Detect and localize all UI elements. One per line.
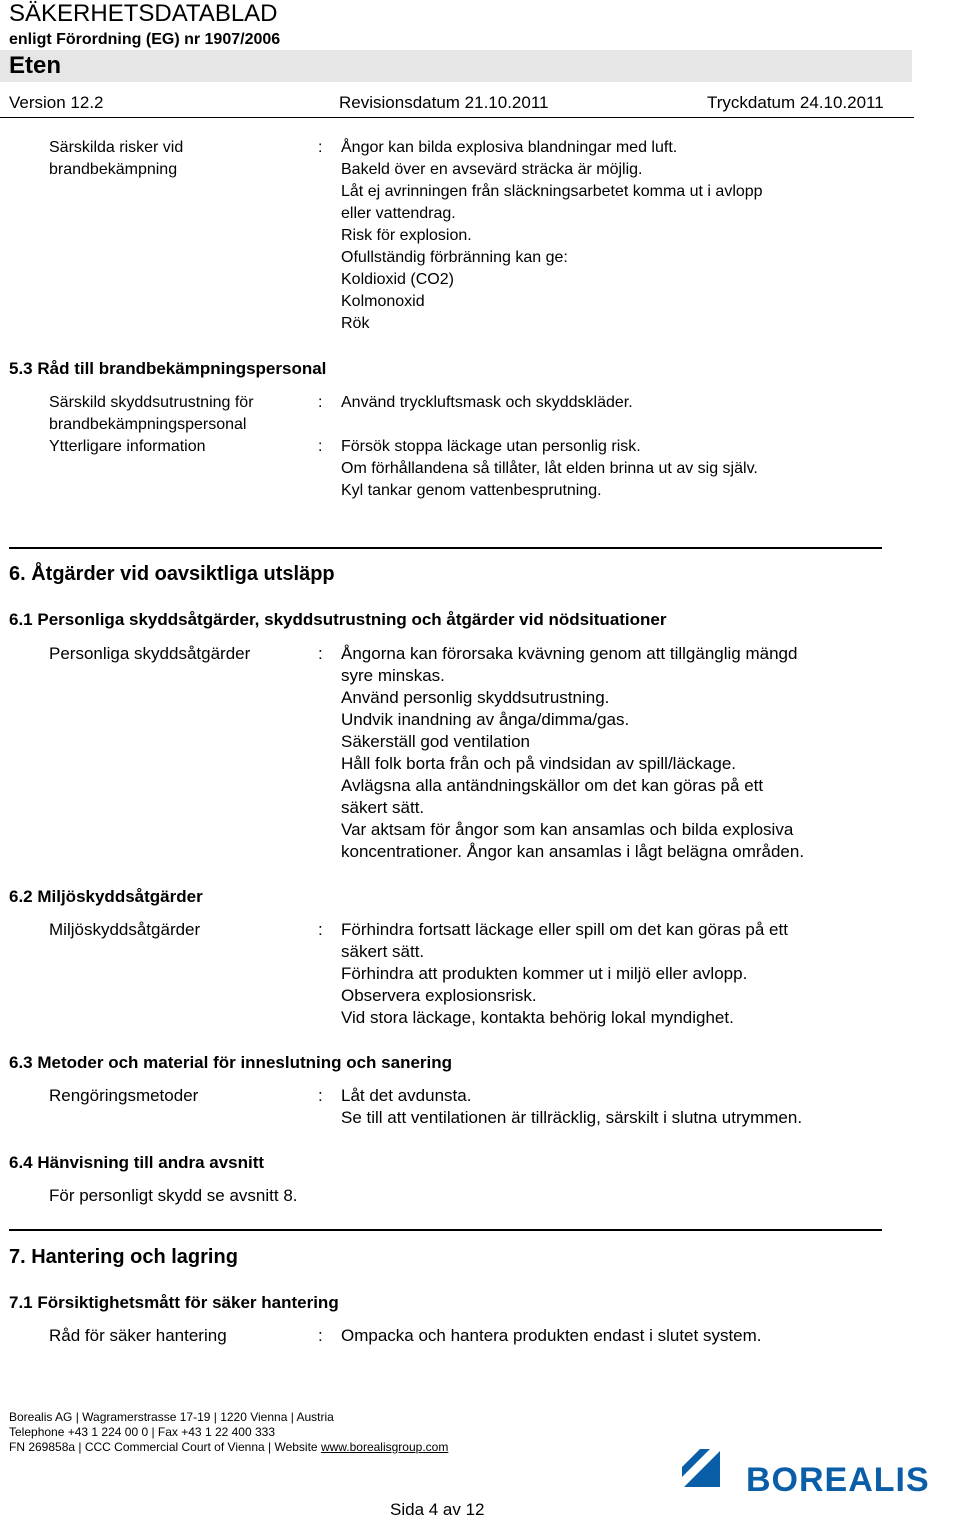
risks-label-line2: brandbekämpning <box>49 161 178 178</box>
borealis-logo-mark <box>680 1447 724 1491</box>
s62-label: Miljöskyddsåtgärder <box>49 920 201 939</box>
footer-address: Borealis AG | Wagramerstrasse 17-19 | 1220 Vienna | Austria <box>9 1410 334 1424</box>
risks-label-line1: Särskilda risker vid <box>49 139 184 156</box>
product-band <box>0 50 912 82</box>
risks-value-line: Risk för explosion. <box>341 227 472 244</box>
risks-colon: : <box>318 139 323 156</box>
section-6-heading: 6. Åtgärder vid oavsiktliga utsläpp <box>9 563 335 585</box>
risks-value-line: Ofullständig förbränning kan ge: <box>341 249 568 266</box>
regulation-subtitle: enligt Förordning (EG) nr 1907/2006 <box>9 31 281 48</box>
section-6-3-heading: 6.3 Metoder och material för inneslutning och sanering <box>9 1053 453 1072</box>
section-6-2-heading: 6.2 Miljöskyddsåtgärder <box>9 887 203 906</box>
info-value-line: Om förhållandena så tillåter, låt elden brinna ut av sig själv. <box>341 460 758 477</box>
info-value-line: Kyl tankar genom vattenbesprutning. <box>341 482 602 499</box>
risks-value-line: eller vattendrag. <box>341 205 456 222</box>
print-date: Tryckdatum 24.10.2011 <box>707 93 884 112</box>
document-title: SÄKERHETSDATABLAD <box>9 0 278 27</box>
s71-value: Ompacka och hantera produkten endast i slutet system. <box>341 1326 762 1345</box>
footer-phone: Telephone +43 1 224 00 0 | Fax +43 1 22 400 333 <box>9 1425 276 1439</box>
s62-value-line: Förhindra att produkten kommer ut i miljö eller avlopp. <box>341 964 748 983</box>
risks-value-line: Kolmonoxid <box>341 293 425 310</box>
s61-value-line: Var aktsam för ångor som kan ansamlas och bilda explosiva <box>341 820 794 839</box>
product-name: Eten <box>9 52 62 79</box>
s61-value-line: Håll folk borta från och på vindsidan av spill/läckage. <box>341 754 736 773</box>
section-6-rule <box>9 547 882 549</box>
info-colon: : <box>318 438 323 455</box>
risks-value-line: Ångor kan bilda explosiva blandningar med luft. <box>341 139 678 156</box>
s61-value-line: Undvik inandning av ånga/dimma/gas. <box>341 710 630 729</box>
s63-colon: : <box>318 1086 323 1105</box>
logo-shape-icon <box>680 1447 724 1491</box>
revision-date: Revisionsdatum 21.10.2011 <box>339 93 549 112</box>
s61-value-line: syre minskas. <box>341 666 445 685</box>
equip-value: Använd tryckluftsmask och skyddskläder. <box>341 394 633 411</box>
s61-label: Personliga skyddsåtgärder <box>49 644 251 663</box>
risks-value-line: Koldioxid (CO2) <box>341 271 454 288</box>
borealis-logo-text: BOREALIS <box>746 1461 930 1499</box>
section-7-heading: 7. Hantering och lagring <box>9 1246 238 1268</box>
info-value-line: Försök stoppa läckage utan personlig risk. <box>341 438 641 455</box>
section-6-1-heading: 6.1 Personliga skyddsåtgärder, skyddsutrustning och åtgärder vid nödsituationer <box>9 610 667 629</box>
s62-value-line: Vid stora läckage, kontakta behörig lokal myndighet. <box>341 1008 734 1027</box>
s62-value-line: Förhindra fortsatt läckage eller spill om det kan göras på ett <box>341 920 788 939</box>
section-7-1-heading: 7.1 Försiktighetsmått för säker hantering <box>9 1293 339 1312</box>
risks-value-line: Bakeld över en avsevärd sträcka är möjlig. <box>341 161 643 178</box>
s61-value-line: säkert sätt. <box>341 798 425 817</box>
s61-value-line: koncentrationer. Ångor kan ansamlas i lågt belägna områden. <box>341 842 805 861</box>
equip-colon: : <box>318 394 323 411</box>
footer-registration <box>9 1440 448 1455</box>
equip-label-line2: brandbekämpningspersonal <box>49 416 247 433</box>
footer-registration-text: FN 269858a | CCC Commercial Court of Vienna | Website <box>9 1440 321 1454</box>
s61-value-line: Använd personlig skyddsutrustning. <box>341 688 610 707</box>
page-number: Sida 4 av 12 <box>390 1500 485 1519</box>
equip-label-line1: Särskild skyddsutrustning för <box>49 394 254 411</box>
risks-value-line: Låt ej avrinningen från släckningsarbetet komma ut i avlopp <box>341 183 763 200</box>
section-7-rule <box>9 1229 882 1231</box>
info-label: Ytterligare information <box>49 438 206 455</box>
s71-label: Råd för säker hantering <box>49 1326 227 1345</box>
section-6-4-heading: 6.4 Hänvisning till andra avsnitt <box>9 1153 265 1172</box>
s61-value-line: Ångorna kan förorsaka kvävning genom att tillgänglig mängd <box>341 644 798 663</box>
s63-value-line: Se till att ventilationen är tillräcklig, särskilt i slutna utrymmen. <box>341 1108 803 1127</box>
s63-value-line: Låt det avdunsta. <box>341 1086 472 1105</box>
section-5-3-heading: 5.3 Råd till brandbekämpningspersonal <box>9 359 327 378</box>
s61-value-line: Avlägsna alla antändningskällor om det kan göras på ett <box>341 776 764 795</box>
s61-colon: : <box>318 644 323 663</box>
version-label: Version 12.2 <box>9 93 104 112</box>
header-divider <box>0 117 914 118</box>
website-link[interactable]: www.borealisgroup.com <box>320 1440 449 1454</box>
s62-value-line: Observera explosionsrisk. <box>341 986 537 1005</box>
s63-label: Rengöringsmetoder <box>49 1086 199 1105</box>
s62-colon: : <box>318 920 323 939</box>
risks-value-line: Rök <box>341 315 370 332</box>
s62-value-line: säkert sätt. <box>341 942 425 961</box>
s64-text: För personligt skydd se avsnitt 8. <box>49 1186 298 1205</box>
s61-value-line: Säkerställ god ventilation <box>341 732 531 751</box>
s71-colon: : <box>318 1326 323 1345</box>
